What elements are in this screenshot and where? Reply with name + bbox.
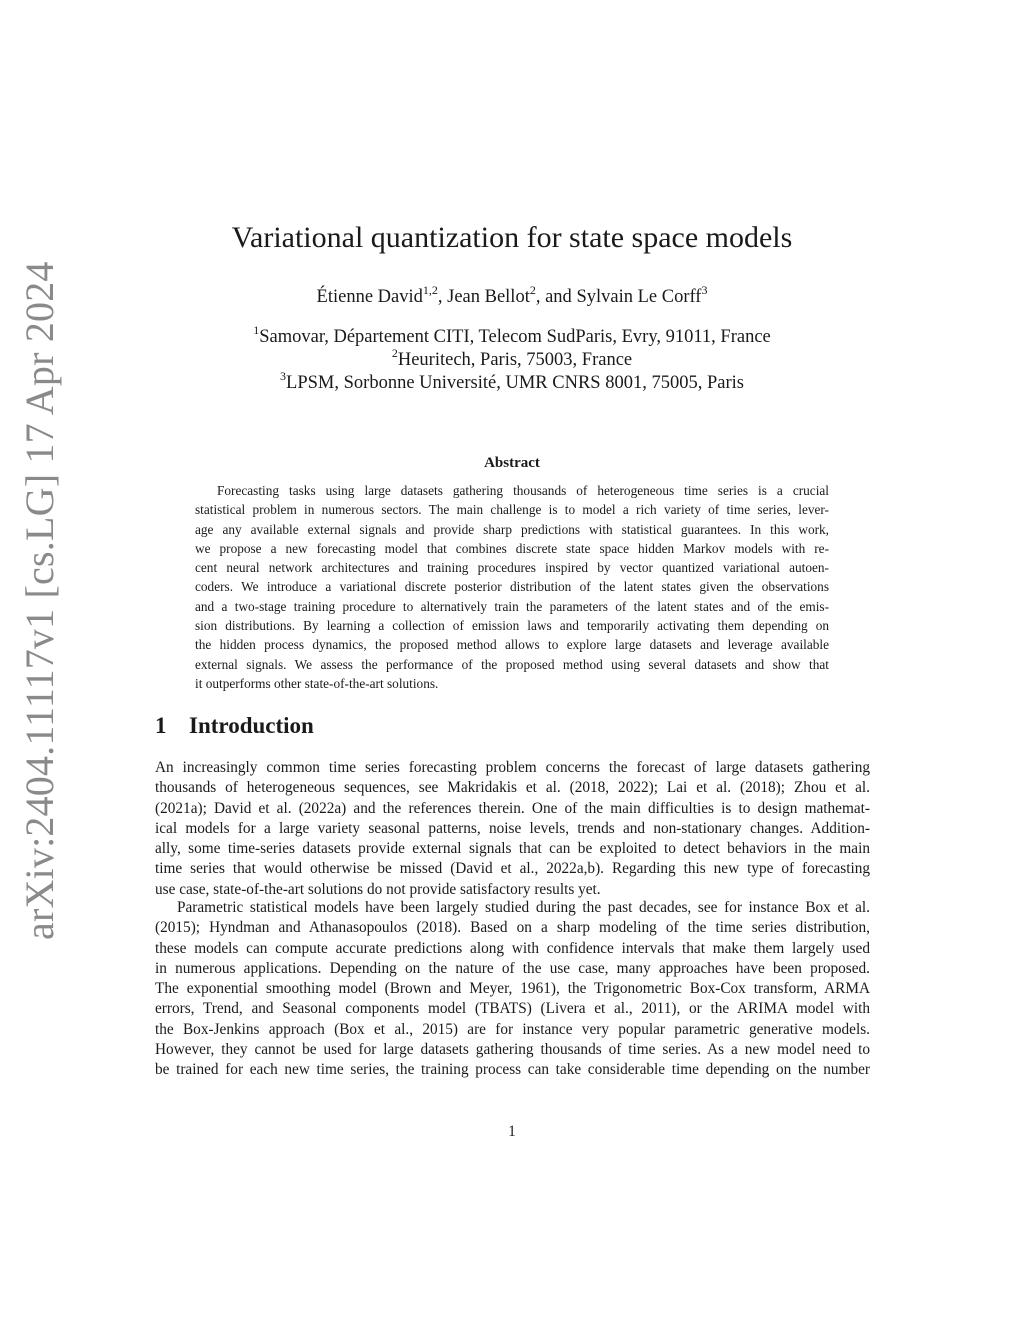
abstract-line: external signals. We assess the performance of the proposed method using several datasets and show that xyxy=(195,656,829,672)
author-affil-mark: 2 xyxy=(529,282,536,297)
body-line: Parametric statistical models have been largely studied during the past decades, see for instance Box et al. xyxy=(177,899,870,916)
body-line: use case, state-of-the-art solutions do not provide satisfactory results yet. xyxy=(155,880,601,898)
section-heading xyxy=(155,710,314,742)
body-line: thousands of heterogeneous sequences, see Makridakis et al. (2018, 2022); Lai et al. (2018); Zhou et al. xyxy=(155,779,870,797)
body-line: An increasingly common time series forecasting problem concerns the forecast of large datasets gathering xyxy=(155,759,870,776)
affil-mark: 2 xyxy=(391,345,398,360)
body-line: be trained for each new time series, the training process can take considerable time depending on the number xyxy=(155,1061,870,1079)
section-number: 1 xyxy=(155,713,167,738)
body-line: in numerous applications. Depending on the nature of the use case, many approaches have been proposed. xyxy=(155,959,870,977)
body-line: ical models for a large variety seasonal patterns, noise levels, trends and non-stationary changes. Addition- xyxy=(155,819,870,837)
author-affil-mark: 3 xyxy=(701,282,708,297)
body-line: The exponential smoothing model (Brown and Meyer, 1961), the Trigonometric Box-Cox transform, ARMA xyxy=(155,980,870,998)
affil-text: Samovar, Département CITI, Telecom SudParis, Evry, 91011, France xyxy=(259,327,771,347)
abstract-heading: Abstract xyxy=(484,455,540,471)
body-line: (2021a); David et al. (2022a) and the references therein. One of the main difficulties is to design mathemat- xyxy=(155,799,870,817)
author-list xyxy=(0,284,1024,310)
author-name: Étienne David xyxy=(316,287,423,307)
affiliations xyxy=(0,322,1024,395)
author-name: Sylvain Le Corff xyxy=(576,287,702,307)
affiliation xyxy=(0,322,1024,349)
abstract-line: age any available external signals and provide sharp predictions with statistical guarantees. In this work, xyxy=(195,521,829,537)
body-line: the Box-Jenkins approach (Box et al., 2015) are for instance very popular parametric generative models. xyxy=(155,1020,870,1038)
body-line: time series that would otherwise be missed (David et al., 2022a,b). Regarding this new type of forecasting xyxy=(155,860,870,878)
abstract-line: coders. We introduce a variational discrete posterior distribution of the latent states given the observations xyxy=(195,579,829,595)
abstract-line: and a two-stage training procedure to alternatively train the parameters of the latent states and of the emis- xyxy=(195,598,829,614)
abstract-line: cent neural network architectures and training procedures inspired by vector quantized variational autoen- xyxy=(195,560,829,576)
author-name: Jean Bellot xyxy=(447,287,530,307)
abstract-line: it outperforms other state-of-the-art solutions. xyxy=(195,675,439,691)
affil-text: Heuritech, Paris, 75003, France xyxy=(397,350,633,370)
affiliation xyxy=(0,368,1024,395)
abstract-line: the hidden process dynamics, the proposed method allows to explore large datasets and leverage available xyxy=(195,637,829,653)
affil-mark: 3 xyxy=(280,368,287,383)
page-number: 1 xyxy=(508,1123,516,1140)
paper-title: Variational quantization for state space models xyxy=(231,221,793,254)
body-line: these models can compute accurate predictions along with confidence intervals that make them largely used xyxy=(155,939,870,957)
body-line: ally, some time-series datasets provide external signals that can be exploited to detect behaviors in the main xyxy=(155,840,870,858)
affiliation xyxy=(0,345,1024,372)
abstract-line: Forecasting tasks using large datasets gathering thousands of heterogeneous time series is a crucial xyxy=(217,483,829,498)
body-line: (2015); Hyndman and Athanasopoulos (2018). Based on a sharp modeling of the time series distribution, xyxy=(155,919,870,937)
author-separator: , and xyxy=(535,287,577,307)
intro-paragraph xyxy=(155,758,870,900)
body-line: errors, Trend, and Seasonal components model (TBATS) (Livera et al., 2011), or the ARIMA model with xyxy=(155,1000,870,1018)
body-line: However, they cannot be used for large datasets gathering thousands of time series. As a new model need to xyxy=(155,1041,870,1059)
affil-text: LPSM, Sorbonne Université, UMR CNRS 8001, 75005, Paris xyxy=(286,373,744,393)
abstract-line: we propose a new forecasting model that combines discrete state space hidden Markov models with re- xyxy=(195,540,829,556)
affil-mark: 1 xyxy=(253,322,260,337)
abstract-line: statistical problem in numerous sectors. The main challenge is to model a rich variety of time series, lever- xyxy=(195,502,829,518)
abstract-line: sion distributions. By learning a collection of emission laws and temporarily activating them depending on xyxy=(195,618,829,634)
section-title: Introduction xyxy=(189,713,314,738)
arxiv-watermark: arXiv:2404.11117v1 [cs.LG] 17 Apr 2024 xyxy=(17,261,62,940)
abstract-body xyxy=(195,481,829,693)
author-separator: , xyxy=(437,287,448,307)
author-affil-mark: 1,2 xyxy=(422,282,438,297)
intro-paragraph xyxy=(155,898,870,1081)
